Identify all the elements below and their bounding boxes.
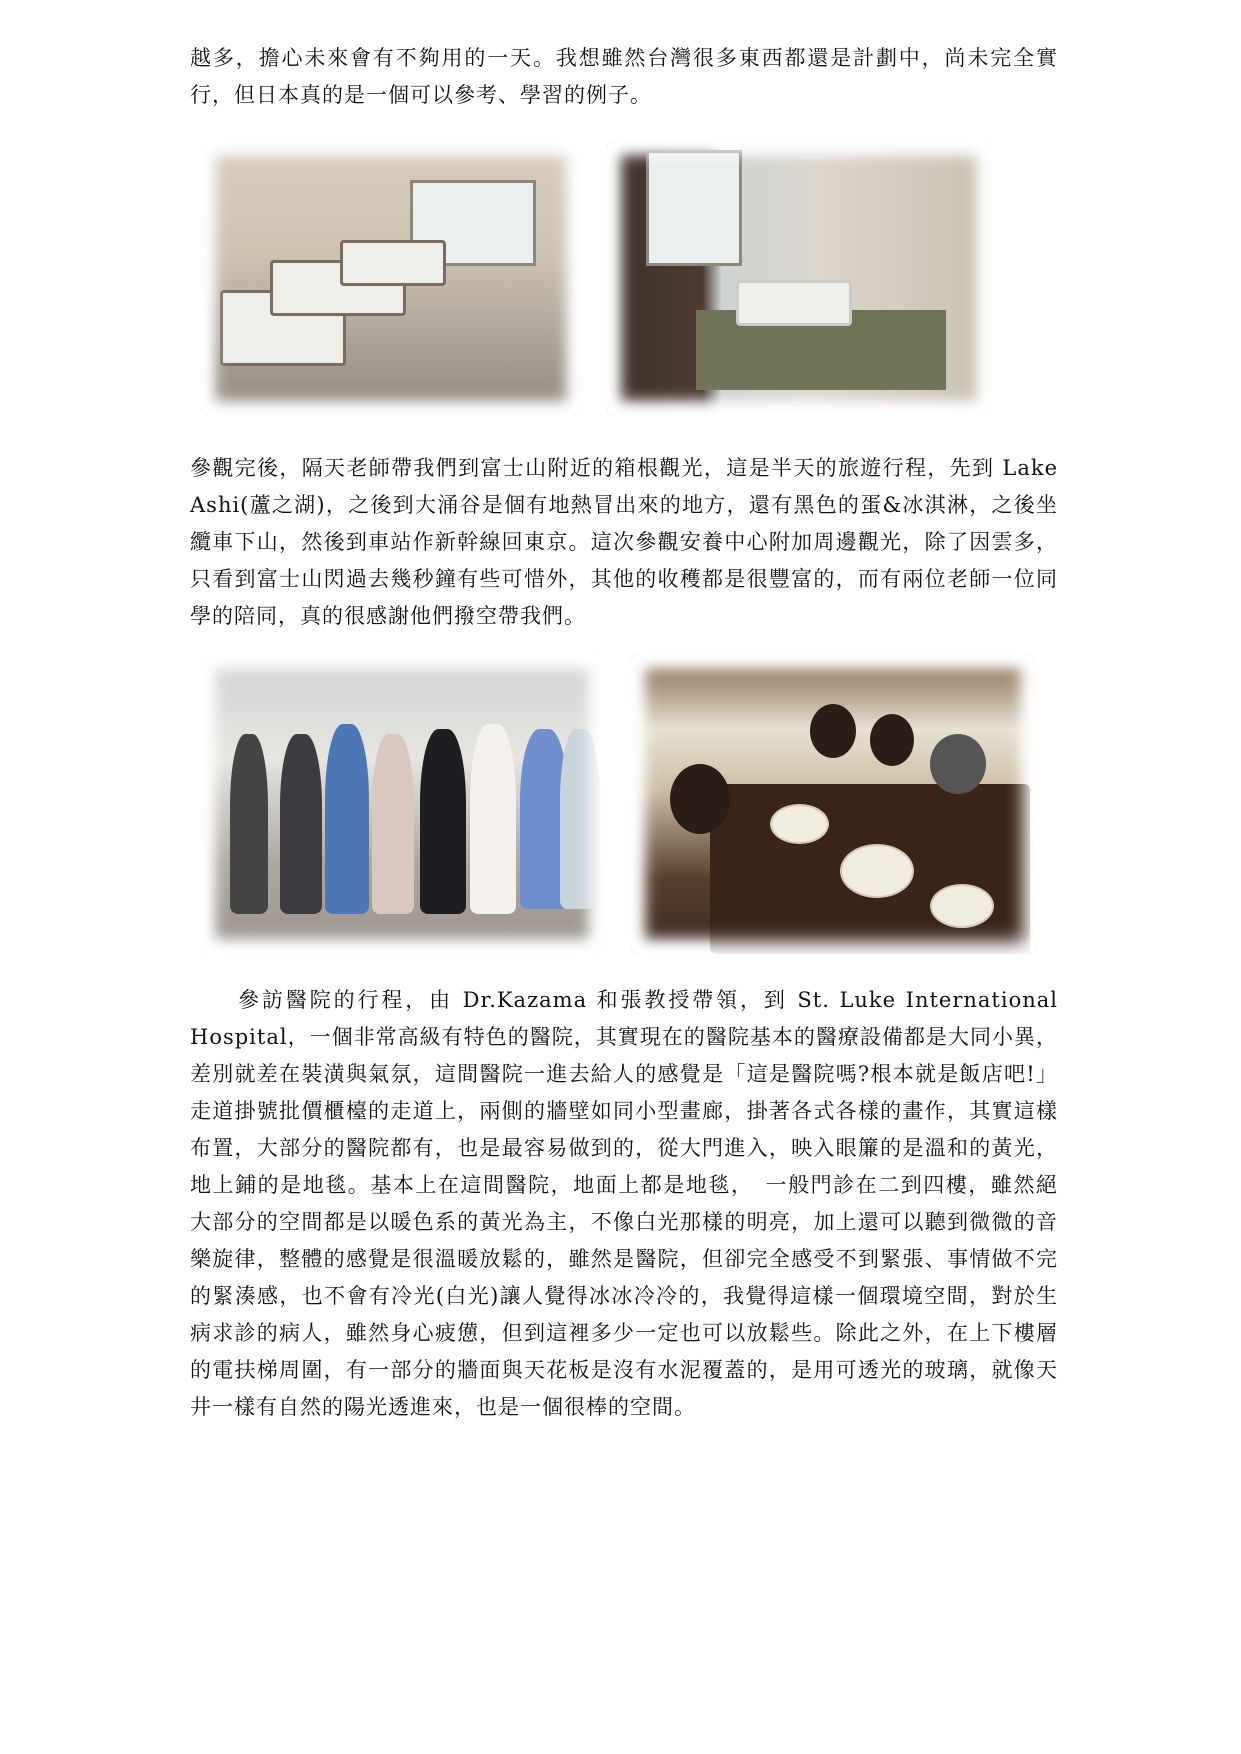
photo-tatami-room xyxy=(606,140,992,416)
paragraph-1: 越多，擔心未來會有不夠用的一天。我想雖然台灣很多東西都還是計劃中，尚未完全實行，但日本真的是一個可以參考、學習的例子。 xyxy=(190,46,1058,107)
photo-hospital-ward xyxy=(200,140,582,416)
paragraph-2: 參觀完後，隔天老師帶我們到富士山附近的箱根觀光，這是半天的旅遊行程，先到 Lake Ashi(蘆之湖)，之後到大涌谷是個有地熱冒出來的地方，還有黑色的蛋&冰淇淋，之後坐纜車下山，然後到車站作新幹線回東京。這次參觀安養中心附加周邊觀光，除了因雲多，只看到富士山閃過去幾秒鐘有些可惜外，其他的收穫都是很豐富的，而有兩位老師一位同學的陪同，真的很感謝他們撥空帶我們。 xyxy=(190,456,1058,628)
paragraph-3: 參訪醫院的行程，由 Dr.Kazama 和張教授帶領，到 St. Luke International Hospital，一個非常高級有特色的醫院，其實現在的醫院基本的醫療設備都是大同小異，差別就差在裝潢與氣氛，這間醫院一進去給人的感覺是「這是醫院嗎?根本就是飯店吧!」走道掛號批價櫃檯的走道上，兩側的牆壁如同小型畫廊，掛著各式各樣的畫作，其實這樣布置，大部分的醫院都有，也是最容易做到的，從大門進入，映入眼簾的是溫和的黃光，地上鋪的是地毯。基本上在這間醫院，地面上都是地毯， 一般門診在二到四樓，雖然絕大部分的空間都是以暖色系的黃光為主，不像白光那樣的明亮，加上還可以聽到微微的音樂旋律，整體的感覺是很溫暖放鬆的，雖然是醫院，但卻完全感受不到緊張、事情做不完的緊湊感，也不會有冷光(白光)讓人覺得冰冰冷冷的，我覺得這樣一個環境空間，對於生病求診的病人，雖然身心疲憊，但到這裡多少一定也可以放鬆些。除此之外，在上下樓層的電扶梯周圍，有一部分的牆面與天花板是沒有水泥覆蓋的，是用可透光的玻璃，就像天井一樣有自然的陽光透進來，也是一個很棒的空間。 xyxy=(190,988,1058,1419)
photo-group-students xyxy=(200,654,604,954)
photo-restaurant-meal xyxy=(630,654,1036,954)
